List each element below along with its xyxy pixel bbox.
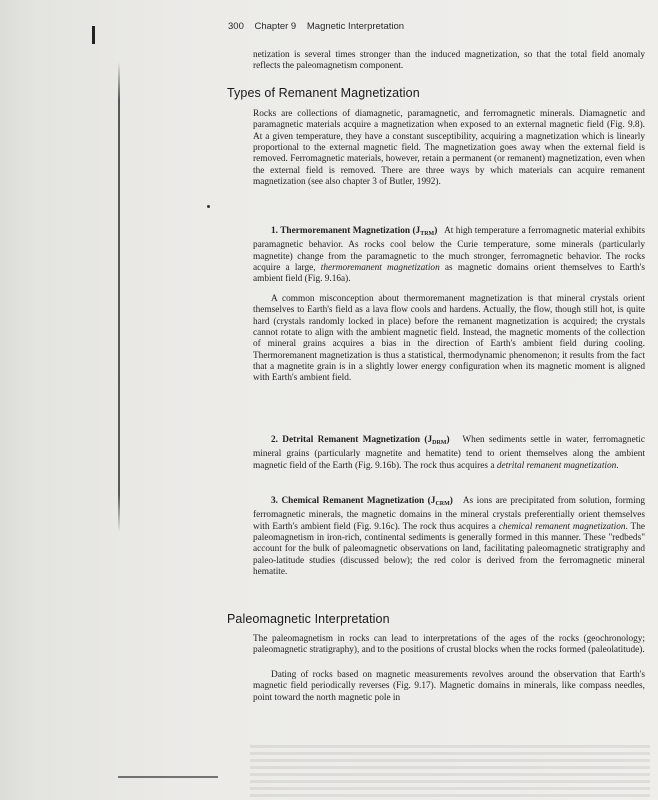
italic-term: thermoremanent magnetization xyxy=(320,263,440,274)
section-heading-paleomagnetic: Paleomagnetic Interpretation xyxy=(227,612,390,626)
show-through-text xyxy=(250,745,650,800)
paragraph-rocks: Rocks are collections of diamagnetic, paramagnetic, and ferromagnetic minerals. Diamagnetic and paramagnetic materials acquire a magnetization when exposed to an external magnetic field (Fig. 9.8). At a given temperature, they have a constant susceptibility, acquiring a magnetization which is linearly proportional to the external magnetic field. The magnetization goes away when the external field is removed. Ferromagnetic materials, however, retain a permanent (or remanent) magnetization, even when the external field is removed. There are three ways by which materials can acquire remanent magnetization (see also chapter 3 of Butler, 1992). xyxy=(253,109,645,188)
chapter-title: Magnetic Interpretation xyxy=(306,21,405,32)
paragraph-misconception: A common misconception about thermoremanent magnetization is that mineral crystals orient themselves to Earth's field as a lava flow cools and hardens. Actually, the flow, though still hot, is quite hard (crystals randomly locked in place) before the remanent magnetization is acquired; the crystals cannot rotate to align with the ambient magnetic field. Instead, the magnetic moments of the collection of mineral grains acquires a bias in the direction of Earth's ambient field during cooling. Thermoremanent magnetization is thus a statistical, thermodynamic phenomenon; it results from the fact that a magnetite grain is in a slightly lower energy configuration when its magnetic moment is aligned with Earth's ambient field. xyxy=(253,294,645,384)
item-detrital: 2. Detrital Remanent Magnetization $(J_{DRM})$ When sediments settle in water, ferromagnetic mineral grains (particularly magnetite and hematite) tend to orient themselves along the ambient magnetic field of the Earth (Fig. 9.16b). The rock thus acquires a detrital remanent magnetization. xyxy=(253,435,645,471)
bottom-margin-line xyxy=(118,776,218,778)
italic-term: detrital remanent magnetization xyxy=(496,460,617,471)
italic-term: chemical remanent magnetization xyxy=(498,521,626,532)
margin-dot xyxy=(207,205,210,208)
paragraph-paleomagnetism: The paleomagnetism in rocks can lead to interpretations of the ages of the rocks (geochronology; paleomagnetic stratigraphy), and to the positions of crustal blocks when the rocks formed (paleolatitude). xyxy=(253,634,645,656)
item-chemical: 3. Chemical Remanent Magnetization $(J_{CRM})$ As ions are precipitated from solution, forming ferromagnetic minerals, the magnetic domains in the mineral crystals preferentially orient themselves with Earth's ambient field (Fig. 9.16c). The rock thus acquires a chemical remanent magnetization. The paleomagnetism in iron-rich, continental sediments is generally formed in this manner. These "redbeds" account for the bulk of paleomagnetic observations on land, facilitating paleomagnetic stratigraphy and paleo-latitude studies (discussed below); the red color is derived from the ferromagnetic mineral hematite. xyxy=(253,496,646,578)
item-thermoremanent: 1. Thermoremanent Magnetization $(J_{TRM})$ At high temperature a ferromagnetic material exhibits paramagnetic behavior. As rocks cool below the Curie temperature, some minerals (particularly magnetite) change from the paramagnetic to the much stronger, ferromagnetic behavior. The rocks acquire a large, thermoremanent magnetization as magnetic domains orient themselves to Earth's ambient field (Fig. 9.16a). xyxy=(253,226,645,285)
term-thermoremanent: 1. Thermoremanent Magnetization $(J_{TRM})$ xyxy=(271,226,438,237)
chapter-label: Chapter 9 xyxy=(254,21,297,32)
binding-shadow-line xyxy=(118,62,120,532)
running-header xyxy=(228,21,412,32)
term-chemical: 3. Chemical Remanent Magnetization $(J_{CRM})$ xyxy=(271,496,453,507)
intro-paragraph: netization is several times stronger than the induced magnetization, so that the total field anomaly reflects the paleomagnetism component. xyxy=(253,50,645,72)
gutter-mark xyxy=(92,26,95,44)
paragraph-dating: Dating of rocks based on magnetic measurements revolves around the observation that Earth's magnetic field periodically reverses (Fig. 9.17). Magnetic domains in minerals, like compass needles, point toward the north magnetic pole in xyxy=(253,670,645,703)
page-number: 300 xyxy=(228,21,244,32)
section-heading-types: Types of Remanent Magnetization xyxy=(227,86,420,100)
term-detrital: 2. Detrital Remanent Magnetization $(J_{DRM})$ xyxy=(271,435,450,446)
